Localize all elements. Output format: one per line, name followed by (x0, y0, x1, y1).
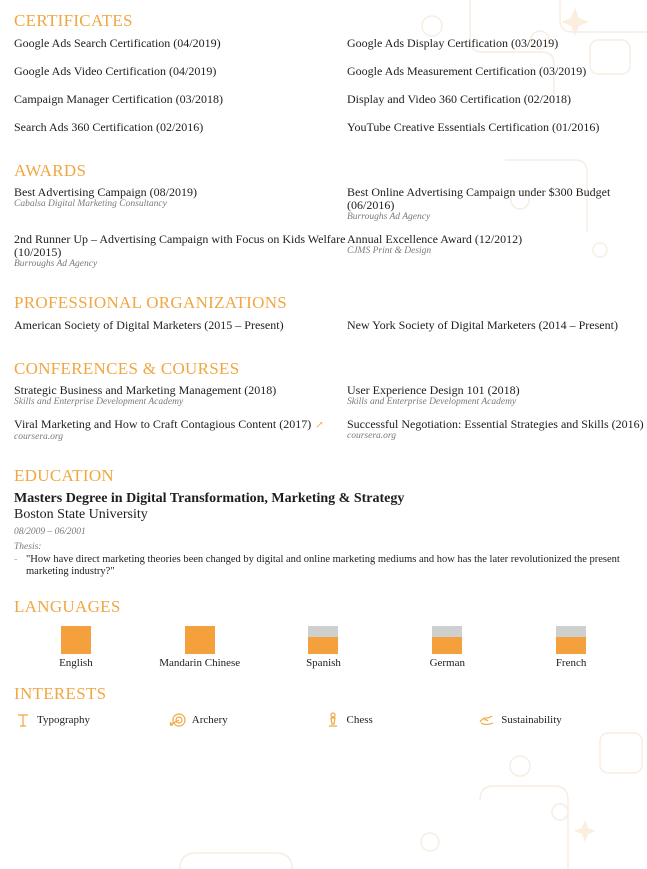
thesis-label: Thesis: (14, 542, 42, 552)
awards-section (14, 160, 633, 280)
organization-item: American Society of Digital Marketers (2015 – Present) (14, 318, 284, 332)
certificate-item: YouTube Creative Essentials Certification (01/2016) (347, 120, 600, 134)
conference-item (347, 418, 647, 443)
languages-title: LANGUAGES (14, 597, 121, 616)
interest-item (324, 711, 479, 729)
typography-icon (14, 711, 32, 729)
award-item (14, 186, 347, 223)
language-item (262, 626, 386, 669)
award-org: Burroughs Ad Agency (347, 212, 431, 222)
certificate-item: Google Ads Search Certification (04/2019) (14, 36, 221, 50)
conference-name: User Experience Design 101 (2018) (347, 383, 520, 397)
interest-name: Typography (37, 714, 90, 726)
education-title: EDUCATION (14, 466, 114, 485)
certificates-list (14, 36, 633, 148)
awards-list (14, 186, 633, 280)
languages-section (14, 596, 633, 669)
award-name: 2nd Runner Up – Advertising Campaign with Focus on Kids Welfare (10/2015) (14, 232, 346, 259)
conferences-list (14, 383, 644, 453)
language-item (14, 626, 138, 669)
education-school: Boston State University (14, 507, 148, 522)
interests-section (14, 683, 633, 729)
conference-name: Successful Negotiation: Essential Strategies and Skills (2016) (347, 417, 644, 431)
conference-item (347, 384, 647, 408)
language-name: Mandarin Chinese (159, 657, 241, 669)
interest-name: Sustainability (501, 714, 562, 726)
language-name: Spanish (306, 657, 341, 669)
language-item (138, 626, 262, 669)
conference-org: Skills and Enterprise Development Academy (347, 397, 517, 407)
certificate-item: Display and Video 360 Certification (02/2018) (347, 92, 572, 106)
interest-item (478, 711, 633, 729)
award-name: Best Online Advertising Campaign under $300 Budget (06/2016) (347, 185, 611, 212)
external-link-icon[interactable]: ↗ (315, 420, 324, 431)
interest-name: Chess (346, 714, 373, 726)
interests-list (14, 711, 633, 729)
certificate-item: Google Ads Video Certification (04/2019) (14, 64, 217, 78)
conference-org: coursera.org (14, 432, 63, 442)
conference-item (14, 384, 347, 408)
award-item (14, 233, 347, 270)
certificate-item: Google Ads Display Certification (03/2019) (347, 36, 559, 50)
language-name: French (555, 657, 587, 669)
education-degree: Masters Degree in Digital Transformation, Marketing & Strategy (14, 491, 405, 506)
organizations-section (14, 292, 633, 346)
education-section (14, 465, 633, 578)
award-org: Burroughs Ad Agency (14, 259, 98, 269)
language-level-bar (432, 626, 462, 654)
interest-item (14, 711, 169, 729)
organizations-list (14, 318, 633, 346)
award-item (347, 186, 647, 223)
interest-item (169, 711, 324, 729)
language-name: English (59, 657, 93, 669)
certificates-title: CERTIFICATES (14, 11, 133, 30)
language-level-bar (61, 626, 91, 654)
education-dates: 08/2009 – 06/2001 (14, 527, 86, 537)
organization-item: New York Society of Digital Marketers (2014 – Present) (347, 318, 618, 332)
language-name: German (429, 657, 465, 669)
conference-name: Strategic Business and Marketing Management (2018) (14, 383, 277, 397)
conferences-title: CONFERENCES & COURSES (14, 359, 240, 378)
sustainability-icon (478, 711, 496, 729)
award-item (347, 233, 647, 270)
language-level-bar (185, 626, 215, 654)
certificate-item: Search Ads 360 Certification (02/2016) (14, 120, 204, 134)
thesis-text (14, 554, 636, 578)
conference-item (14, 418, 347, 443)
organizations-title: PROFESSIONAL ORGANIZATIONS (14, 293, 288, 312)
languages-list (14, 626, 633, 669)
award-name: Annual Excellence Award (12/2012) (347, 232, 523, 246)
award-org: Cabalsa Digital Marketing Consultancy (14, 199, 167, 209)
conference-name: Viral Marketing and How to Craft Contagious Content (2017) (14, 417, 312, 431)
language-item (509, 626, 633, 669)
conferences-section (14, 358, 644, 453)
language-item (385, 626, 509, 669)
awards-title: AWARDS (14, 161, 87, 180)
chess-icon (324, 711, 342, 729)
award-name: Best Advertising Campaign (08/2019) (14, 185, 197, 199)
interests-title: INTERESTS (14, 684, 107, 703)
interest-name: Archery (191, 714, 228, 726)
conference-org: Skills and Enterprise Development Academy (14, 397, 184, 407)
language-level-bar (308, 626, 338, 654)
bullet-dash-icon: - (14, 554, 18, 565)
certificate-item: Google Ads Measurement Certification (03/2019) (347, 64, 587, 78)
thesis-content: "How have direct marketing theories been changed by digital and online marketing mediums and how has the later revolutionized the present marketing industry?" (26, 554, 620, 577)
language-level-bar (556, 626, 586, 654)
award-org: CJMS Print & Design (347, 246, 432, 256)
certificates-section (14, 10, 633, 148)
conference-org: coursera.org (347, 431, 396, 441)
certificate-item: Campaign Manager Certification (03/2018) (14, 92, 223, 106)
archery-icon (169, 711, 187, 729)
